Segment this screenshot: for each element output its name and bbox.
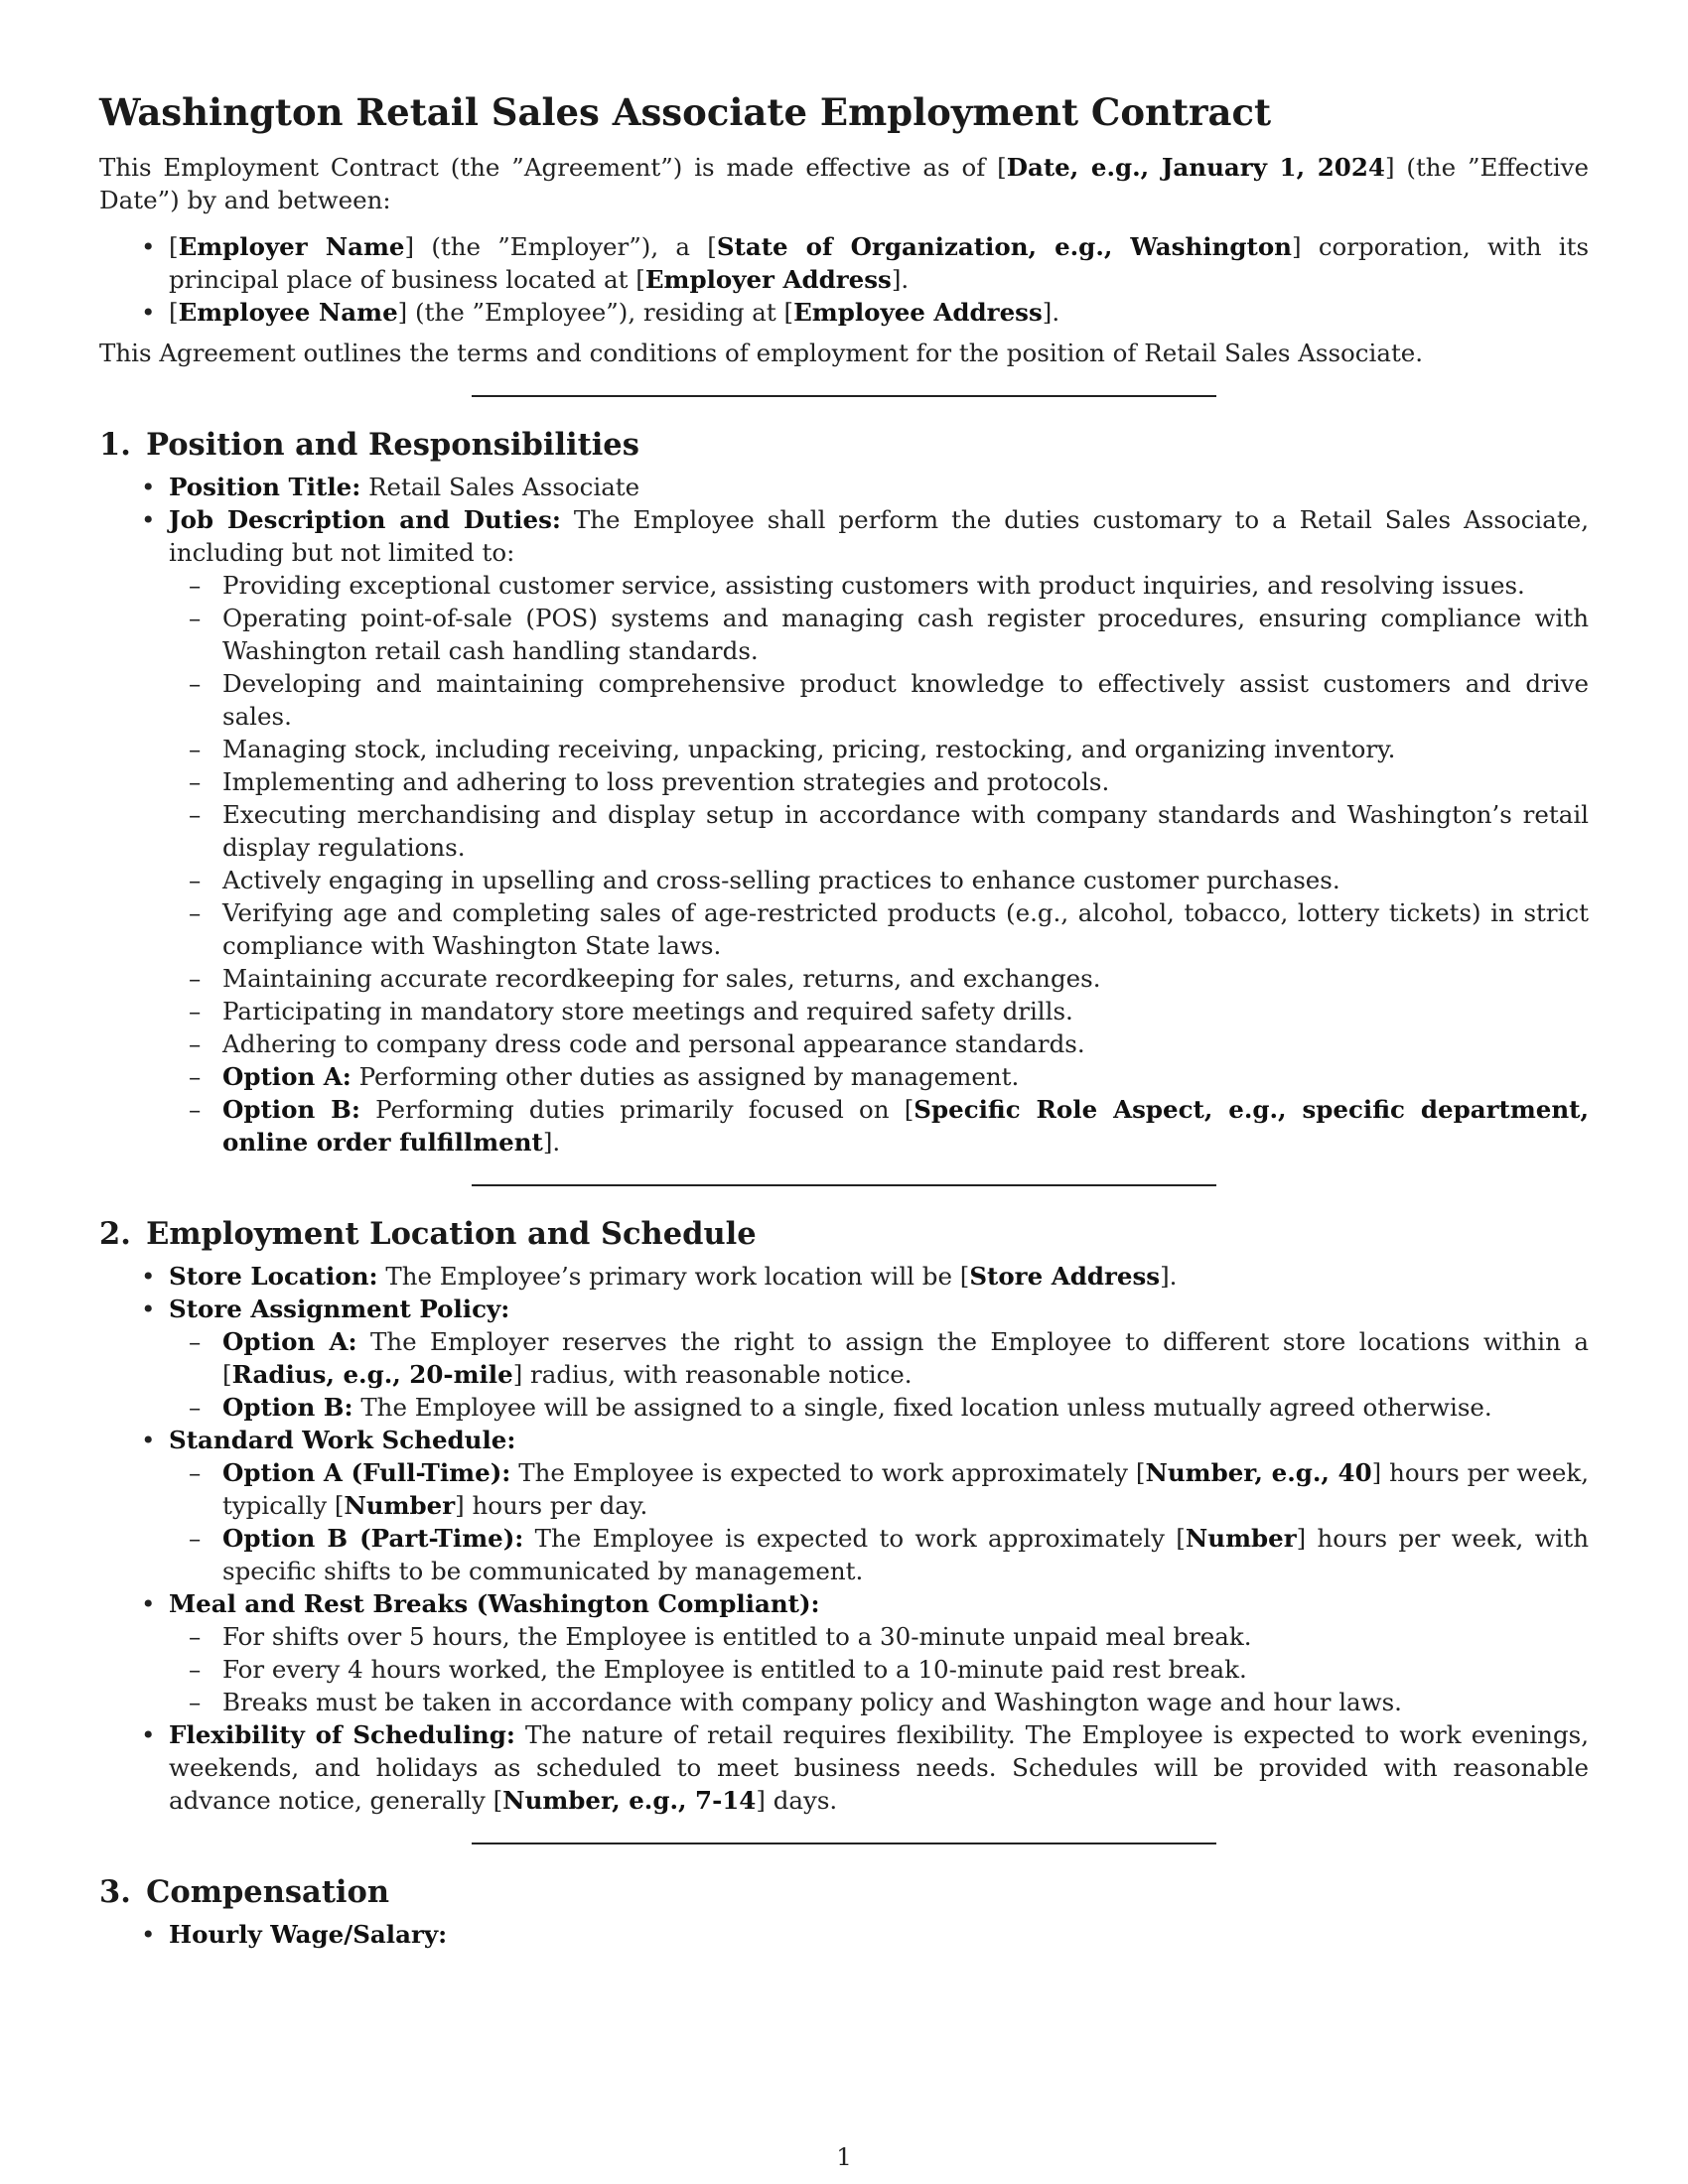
job-duties-item: • Job Description and Duties: The Employee shall perform the duties customary to a Retail Sales Associate, including but not limited to: – Providing exceptional customer service, assisting customers with product inquiries, and resolving issues. – Operating point-of-sale (POS) systems and managing cash register procedures, ensuring compliance with Washington retail cash handling standards. – Developing and maintaining comprehensive product knowledge to effectively assist customers and drive sales. – Managing stock, including receiving, unpacking, pricing, restocking, and organizing inventory. – Implementing and adhering to loss prevention strategies and protocols. – Executing merchandising and display setup in accordance with company standards and Washington’s retail display regulations. – Actively engaging in upselling and cross-selling practices to enhance customer purchases. – Verifying age and completing sales of age-restricted products (e.g., alcohol, tobacco, lottery tickets) in strict compliance with Washington State laws. – Maintaining accurate recordkeeping for sales, returns, and exchanges. – Participating in mandatory store meetings and required safety drills. – Adhering to company dress code and personal appearance standards. – Option A: Performing other duties as assigned by management. – Option B: Performing duties primarily focused on [Specific Role Aspect, e.g., specific department, online order fulfillment]. bbox=[99, 503, 1589, 1159]
parties-list bbox=[99, 230, 1589, 329]
work-schedule-item: • Standard Work Schedule: – Option A (Full-Time): The Employee is expected to work approximately [Number, e.g., 40] hours per week, typically [Number] hours per day. – Option B (Part-Time): The Employee is expected to work approximately [Number] hours per week, with specific shifts to be communicated by management. bbox=[99, 1424, 1589, 1587]
list-item: – For shifts over 5 hours, the Employee is entitled to a 30-minute unpaid meal break. bbox=[161, 1620, 1589, 1653]
list-item: – Actively engaging in upselling and cross-selling practices to enhance customer purchases. bbox=[161, 864, 1589, 896]
party-employer: • [Employer Name] (the ”Employer”), a [State of Organization, e.g., Washington] corporation, with its principal place of business located at [Employer Address]. bbox=[99, 230, 1589, 296]
section-1-heading: 1. Position and Responsibilities bbox=[99, 427, 639, 463]
section-divider bbox=[472, 395, 1216, 397]
list-item: – For every 4 hours worked, the Employee is entitled to a 10-minute paid rest break. bbox=[161, 1653, 1589, 1686]
breaks-item: • Meal and Rest Breaks (Washington Compliant): – For shifts over 5 hours, the Employee is entitled to a 30-minute unpaid meal break. – For every 4 hours worked, the Employee is entitled to a 10-minute paid rest break. – Breaks must be taken in accordance with company policy and Washington wage and hour laws. bbox=[99, 1587, 1589, 1718]
store-assignment-item: • Store Assignment Policy: – Option A: The Employer reserves the right to assign the Employee to different store locations within a [Radius, e.g., 20-mile] radius, with reasonable notice. – Option B: The Employee will be assigned to a single, fixed location unless mutually agreed otherwise. bbox=[99, 1293, 1589, 1424]
section-divider bbox=[472, 1184, 1216, 1186]
list-item: – Managing stock, including receiving, unpacking, pricing, restocking, and organizing inventory. bbox=[161, 733, 1589, 765]
effective-date-placeholder: Date, e.g., January 1, 2024 bbox=[1006, 153, 1385, 182]
position-title-item: • Position Title: Retail Sales Associate bbox=[99, 471, 1589, 503]
duties-list bbox=[169, 569, 1589, 1159]
option-a-item: – Option A: Performing other duties as assigned by management. bbox=[161, 1060, 1589, 1093]
list-item: – Operating point-of-sale (POS) systems and managing cash register procedures, ensuring compliance with Washington retail cash handling standards. bbox=[161, 602, 1589, 667]
document-title: Washington Retail Sales Associate Employment Contract bbox=[99, 90, 1272, 134]
option-b-item: – Option B: Performing duties primarily focused on [Specific Role Aspect, e.g., specific department, online order fulfillment]. bbox=[161, 1093, 1589, 1159]
intro-summary: This Agreement outlines the terms and conditions of employment for the position of Retail Sales Associate. bbox=[99, 339, 1424, 367]
list-item: – Option A: The Employer reserves the right to assign the Employee to different store locations within a [Radius, e.g., 20-mile] radius, with reasonable notice. bbox=[161, 1325, 1589, 1391]
section-2-list bbox=[99, 1260, 1589, 1817]
list-item: – Developing and maintaining comprehensive product knowledge to effectively assist customers and drive sales. bbox=[161, 667, 1589, 733]
page-number: 1 bbox=[836, 2142, 852, 2171]
list-item: – Option B (Part-Time): The Employee is expected to work approximately [Number] hours per week, with specific shifts to be communicated by management. bbox=[161, 1522, 1589, 1587]
list-item: – Implementing and adhering to loss prevention strategies and protocols. bbox=[161, 765, 1589, 798]
section-3-heading: 3. Compensation bbox=[99, 1874, 390, 1910]
store-location-item: • Store Location: The Employee’s primary work location will be [Store Address]. bbox=[99, 1260, 1589, 1293]
list-item: – Option B: The Employee will be assigned to a single, fixed location unless mutually agreed otherwise. bbox=[161, 1391, 1589, 1424]
section-2-heading: 2. Employment Location and Schedule bbox=[99, 1216, 757, 1252]
list-item: – Verifying age and completing sales of age-restricted products (e.g., alcohol, tobacco, lottery tickets) in strict compliance with Washington State laws. bbox=[161, 896, 1589, 962]
section-1-list bbox=[99, 471, 1589, 1159]
hourly-wage-item: • Hourly Wage/Salary: bbox=[99, 1918, 1589, 1951]
scheduling-flexibility-item: • Flexibility of Scheduling: The nature of retail requires flexibility. The Employee is expected to work evenings, weekends, and holidays as scheduled to meet business needs. Schedules will be provided with reasonable advance notice, generally [Number, e.g., 7-14] days. bbox=[99, 1718, 1589, 1817]
intro-paragraph: This Employment Contract (the ”Agreement”) is made effective as of [Date, e.g., January 1, 2024] (the ”Effective Date”) by and between: bbox=[99, 153, 1590, 214]
document-page bbox=[99, 77, 1589, 1959]
list-item: – Breaks must be taken in accordance with company policy and Washington wage and hour laws. bbox=[161, 1686, 1589, 1718]
party-employee: • [Employee Name] (the ”Employee”), residing at [Employee Address]. bbox=[99, 296, 1589, 329]
section-divider bbox=[472, 1843, 1216, 1844]
list-item: – Executing merchandising and display setup in accordance with company standards and Washington’s retail display regulations. bbox=[161, 798, 1589, 864]
list-item: – Providing exceptional customer service, assisting customers with product inquiries, and resolving issues. bbox=[161, 569, 1589, 602]
list-item: – Option A (Full-Time): The Employee is expected to work approximately [Number, e.g., 40] hours per week, typically [Number] hours per day. bbox=[161, 1456, 1589, 1522]
list-item: – Adhering to company dress code and personal appearance standards. bbox=[161, 1027, 1589, 1060]
list-item: – Participating in mandatory store meetings and required safety drills. bbox=[161, 995, 1589, 1027]
section-3-list bbox=[99, 1918, 1589, 1951]
list-item: – Maintaining accurate recordkeeping for sales, returns, and exchanges. bbox=[161, 962, 1589, 995]
